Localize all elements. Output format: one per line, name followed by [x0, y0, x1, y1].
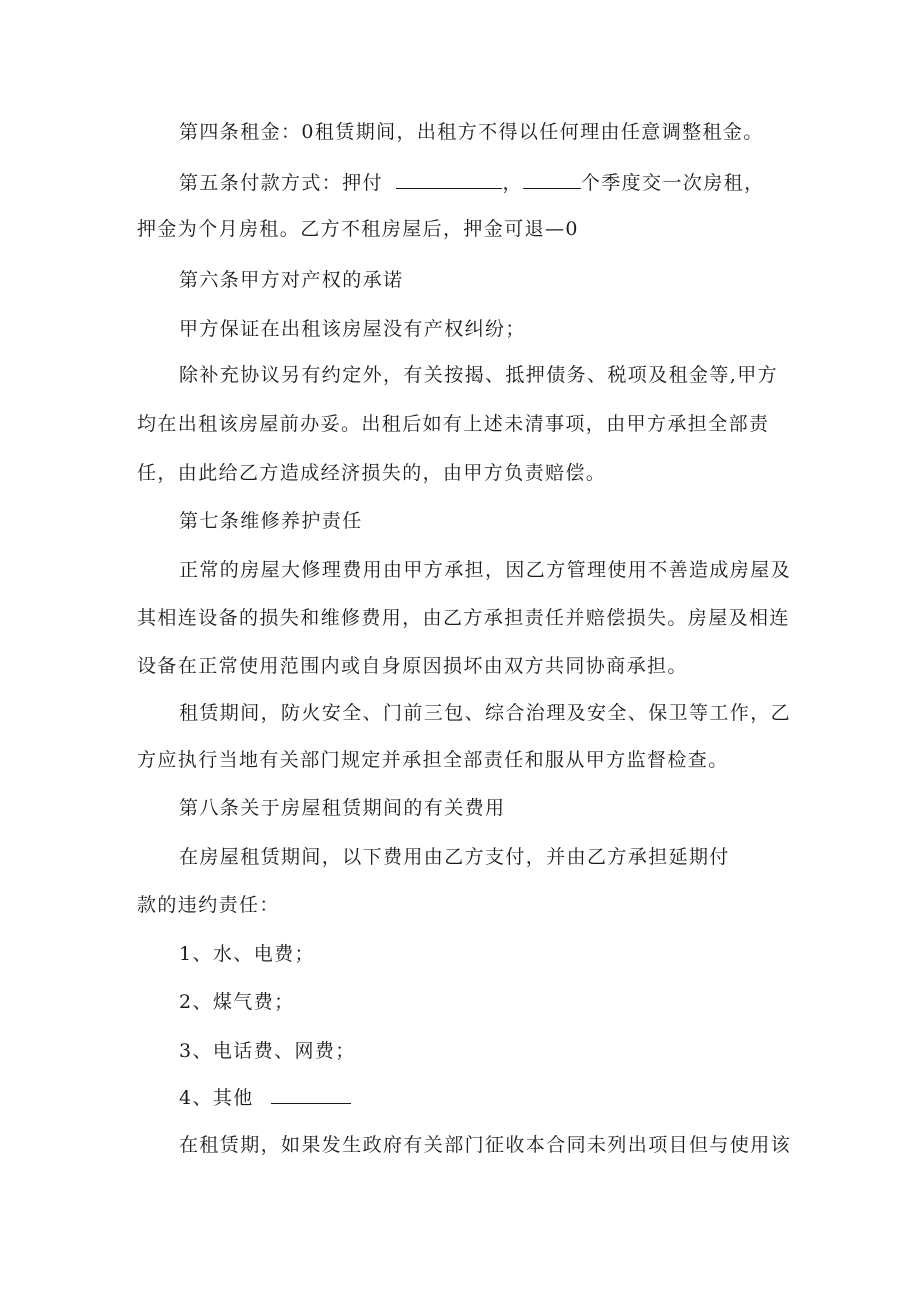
article-5-comma: ， — [502, 172, 523, 194]
article-6-title: 第六条甲方对产权的承诺 — [179, 269, 404, 291]
article-6-paragraph-2-line-2: 均在出租该房屋前办妥。出租后如有上述未清事项，由甲方承担全部责 — [137, 413, 770, 435]
article-8-title: 第八条关于房屋租赁期间的有关费用 — [179, 797, 506, 819]
fee-item-1: 1、水、电费； — [179, 943, 315, 965]
article-7-paragraph-1-line-1: 正常的房屋大修理费用由甲方承担，因乙方管理使用不善造成房屋及 — [179, 559, 792, 581]
article-5-suffix: 个季度交一次房租， — [580, 172, 765, 194]
other-fee-blank — [271, 1085, 351, 1104]
article-6-paragraph-2-line-1: 除补充协议另有约定外，有关按揭、抵押债务、税项及租金等,甲方 — [179, 364, 779, 386]
article-6-paragraph-2-line-3: 任，由此给乙方造成经济损失的，由甲方负责赔偿。 — [137, 462, 607, 484]
article-8-paragraph-1-line-2: 款的违约责任： — [137, 894, 280, 916]
fee-item-2: 2、煤气费； — [179, 991, 295, 1013]
fee-item-3: 3、电话费、网费； — [179, 1040, 356, 1062]
article-7-paragraph-2-line-1: 租赁期间，防火安全、门前三包、综合治理及安全、保卫等工作，乙 — [179, 702, 792, 724]
article-8-paragraph-2-line-1: 在租赁期，如果发生政府有关部门征收本合同未列出项目但与使用该 — [179, 1134, 792, 1156]
article-7-paragraph-2-line-2: 方应执行当地有关部门规定并承担全部责任和服从甲方监督检查。 — [137, 749, 729, 771]
article-5-payment-line-1 — [179, 170, 764, 196]
article-6-paragraph-1: 甲方保证在出租该房屋没有产权纠纷； — [179, 318, 526, 340]
article-7-title: 第七条维修养护责任 — [179, 510, 363, 532]
article-4-rent: 第四条租金：0租赁期间，出租方不得以任何理由任意调整租金。 — [179, 121, 764, 143]
article-5-payment-line-2: 押金为个月房租。乙方不租房屋后，押金可退—0 — [137, 218, 579, 240]
article-8-paragraph-1-line-1: 在房屋租赁期间，以下费用由乙方支付，并由乙方承担延期付 — [179, 846, 730, 868]
article-5-prefix: 第五条付款方式：押付 — [179, 172, 384, 194]
fee-item-4 — [179, 1085, 351, 1111]
deposit-blank — [396, 170, 502, 189]
quarter-count-blank — [523, 170, 581, 189]
fee-item-4-label: 4、其他 — [179, 1087, 254, 1109]
article-7-paragraph-1-line-3: 设备在正常使用范围内或自身原因损坏由双方共同协商承担。 — [137, 655, 688, 677]
article-7-paragraph-1-line-2: 其相连设备的损失和维修费用，由乙方承担责任并赔偿损失。房屋及相连 — [137, 607, 790, 629]
